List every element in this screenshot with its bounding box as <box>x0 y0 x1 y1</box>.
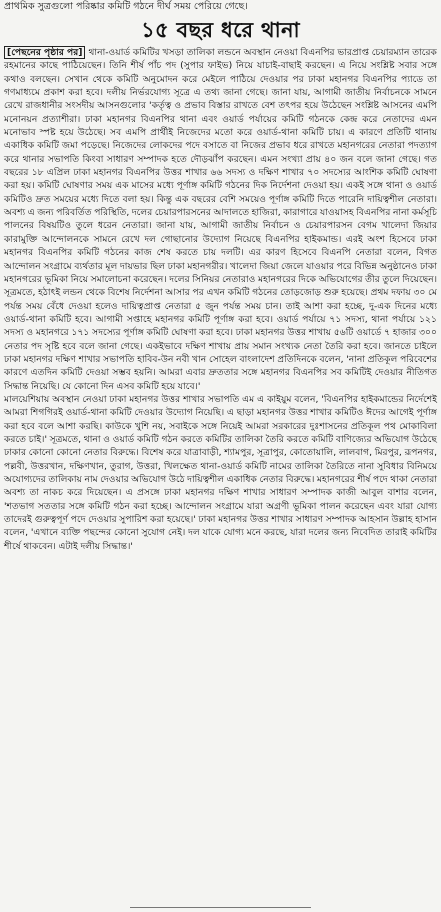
previous-column-text: প্রাথমিক সুত্রগুলো পরিষ্কার কমিটি গঠনে দীর্ঘ সময় পেরিয়ে গেছে। <box>4 1 248 12</box>
continuation-label: [পেছনের পৃষ্ঠার পর] <box>4 46 85 59</box>
paragraph-text: থানা-ওয়ার্ড কমিটির খসড়া তালিকা লন্ডনে অবস্থান নেওয়া বিএনপির ভারপ্রাপ্ত চেয়ারম্যান তারেক রহমানের কাছে পাঠিয়েছেন। তিনি শীর্ষ পাঁচ পদ (সুপার ফাইভ) নিয়ে যাচাই-বাছাই করছেন। এ নিয়ে সংশ্লিষ্ট সবার সঙ্গে কথাও বলছেন। সেখান থেকে কমিটি অনুমোদন করে মেইলে পাঠিয়ে দেওয়ার পর ঢাকা মহানগর বিএনপির প্যাডে তা গণমাধ্যমে প্রকাশ করা হবে। দলীয় নির্ভরযোগ্য সূত্রে এ তথ্য জানা গেছে। জানা যায়, আগামী জাতীয় নির্বাচনকে সামনে রেখে রাজধানীর সংসদীয় আসনগুলোর 'কর্তৃত্ব ও প্রভাব বিস্তার রাখতে বেশ তৎপর হয়ে উঠেছেন সংশ্লিষ্ট আসনের এমপি মনোনয়ন প্রত্যাশীরা। ঢাকা মহানগর বিএনপির থানা এবং ওয়ার্ড পর্যায়ের কমিটি গঠনকে কেন্দ্র করে নেতাদের এমন মনোভাব স্পষ্ট হয়ে উঠেছে। সব এমপি প্রার্থীই নিজেদের মতো করে ওয়ার্ড-থানা কমিটি চায়। এ কারণে প্রতিটি থানায় একাধিক কমিটি জমা পড়েছে। নিজেদের লোকদের পদে বসাতে বা নিজের প্রভাব ধরে রাখতে মহানগরের নেতারা পদত্যাগ করে থানার সভাপতি কিংবা সাধারণ সম্পাদক হতে দৌড়ঝাঁপ করছেন। এমন সংখ্যা প্রায় ৪০ জন বলে জানা গেছে। গত বছরের ১৮ এপ্রিল ঢাকা মহানগর বিএনপির উত্তর শাখার ৬৬ সদস্য ও দক্ষিণ শাখার ৭০ সদস্যের আংশিক কমিটি ঘোষণা করা হয়। কমিটি ঘোষণার সময় এক মাসের মধ্যে পূর্ণাঙ্গ কমিটি গঠনের দিক নির্দেশনা দেওয়া হয়। একই সঙ্গে থানা ও ওয়ার্ড কমিটিও দ্রুত সময়ের মধ্যে দিতে বলা হয়। কিন্তু এক বছরের বেশি সময়েও পূর্ণাঙ্গ কমিটি দিতে পারেনি দায়িত্বশীল নেতারা। অবশ্য এ জন্য পরিবর্তিত পরিস্থিতি, দলের চেয়ারপারসনের আদালতে হাজিরা, কারাগারে যাওয়াসহ বিএনপির নানা কর্মসূচি পালনের বিষয়টিও তুলে ধরেন নেতারা। জানা যায়, আগামী জাতীয় নির্বাচন ও চেয়ারপারসন বেগম খালেদা জিয়ার কারামুক্তি আন্দোলনকে সামনে রেখে দল গোছানোর উদ্যোগ নিয়েছে বিএনপির হাইকমান্ড। এরই অংশ হিসেবে ঢাকা মহানগর বিএনপির কমিটি গঠনের কাজ শেষ করতে চায় দলটি। এর কারণ হিসেবে বিএনপি নেতারা বলেন, বিগত আন্দোলন সংগ্রামে ব্যর্থতার মূল দায়ভার ছিল ঢাকা মহানগরীর। খালেদা জিয়া জেলে যাওয়ার পরে বিভিন্ন অনুষ্ঠানেও ঢাকা মহানগরের ভূমিকা নিয়ে সমালোচনা করেছেন। দলের সিনিয়র নেতারাও মহানগরের দিকে অভিযোগের তীর তুলে দিয়েছেন। সূত্রমতে, হঠাৎই লন্ডন থেকে বিশেষ নির্দেশনা আসার পর এখন কমিটি গঠনের তোড়জোড় শুরু হয়েছে। প্রথম দফায় ৩০ মে পর্যন্ত সময় বেঁধে দেওয়া হলেও দায়িত্বপ্রাপ্ত নেতারা ৫ জুন পর্যন্ত সময় চান। তাই আশা করা হচ্ছে, দু-এক দিনের মধ্যে ওয়ার্ড-থানা কমিটি হবে। আগামী সপ্তাহে মহানগর কমিটি পূর্ণাঙ্গ করা হবে। ওয়ার্ড পর্যায়ে ৭১ সদস্য, থানা পর্যায়ে ১২১ সদস্য ও মহানগরে ১৭১ সদস্যের পূর্ণাঙ্গ কমিটি ঘোষণা করা হবে। ঢাকা মহানগর উত্তর শাখায় ৫৬টি ওয়ার্ডে ৭ হাজার ৩০০ নেতার পদ সৃষ্টি হবে বলে জানা গেছে। একইভাবে দক্ষিণ শাখায় প্রায় সমান সংখ্যক নেতা তৈরি করা হবে। জানতে চাইলে ঢাকা মহানগর দক্ষিণ শাখার সভাপতি হাবিব-উন নবী খান সোহেল বাংলাদেশ প্রতিদিনকে বলেন, 'নানা প্রতিকূল পরিবেশের কারণে এতদিন কমিটি দেওয়া সম্ভব হয়নি। আমরা এবার দ্রুততার সঙ্গে মহানগর বিএনপির সব কমিটিই দেওয়ার নীতিগত সিদ্ধান্ত নিয়েছি। যে কোনো দিন এসব কমিটি হয়ে যাবে।' <box>4 47 437 392</box>
article-paragraph <box>4 46 437 393</box>
bottom-divider <box>130 907 311 908</box>
article-headline: ১৫ বছর ধরে থানা <box>141 18 300 42</box>
paragraph-text: মালয়েশিয়ায় অবস্থান নেওয়া ঢাকা মহানগর উত্তর শাখার সভাপতি এম এ কাইয়ুম বলেন, 'বিএনপির হাইকমান্ডের নির্দেশেই আমরা শিগগিরই ওয়ার্ড-থানা কমিটি দেওয়ার উদ্যোগ নিয়েছি। এ ছাড়া মহানগর উত্তর শাখার কমিটিও ঈদের আগেই পূর্ণাঙ্গ করা হবে বলে আশা করছি। কাউকে খুশি নয়, সবাইকে সঙ্গে নিয়েই আমরা সরকারের দুঃশাসনের প্রতিকূল পথ মোকাবিলা করতে চাই।' সূত্রমতে, থানা ও ওয়ার্ড কমিটি গঠন করতে কমিটির তালিকা তৈরি করতে কমিটি বাণিজ্যের অভিযোগ উঠেছে ঢাকার কোনো কোনো নেতার বিরুদ্ধে। বিশেষ করে যাত্রাবাড়ী, শ্যামপুর, সূত্রাপুর, কোতোয়ালি, লালবাগ, মিরপুর, রূপনগর, পল্লবী, উত্তরখান, দক্ষিণখান, তুরাগ, উত্তরা, খিলক্ষেত থানা-ওয়ার্ড কমিটি নামের তালিকা তৈরিতে নানা সুবিধার বিনিময়ে অযোগ্যদের তালিকায় নাম দেওয়ার অভিযোগ উঠে দায়িত্বশীল একাধিক নেতার বিরুদ্ধে। মহানগরের শীর্ষ পদে থাকা নেতারা অবশ্য তা নাকচ করে দিয়েছেন। এ প্রসঙ্গে ঢাকা মহানগর দক্ষিণ শাখার সাধারণ সম্পাদক কাজী আবুল বাশার বলেন, 'শতভাগ সততার সঙ্গে কমিটি গঠন করা হচ্ছে। আন্দোলন সংগ্রামে যারা অগ্রণী ভূমিকা পালন করেছেন এবং যারা যোগ্য তাদেরই গুরুত্বপূর্ণ পদে দেওয়ার সুপারিশ করা হয়েছে।' ঢাকা মহানগর উত্তর শাখার সাধারণ সম্পাদক আহসান উল্লাহ হাসান বলেন, 'এখানে ব্যক্তি পছন্দের কোনো সুযোগ নেই। দল যাকে যোগ্য মনে করছে, যারা দলের জন্য নিবেদিত তারাই কমিটির শীর্ষে থাকবেন। এটাই দলীয় সিদ্ধান্ত।' <box>4 393 437 552</box>
article-paragraph <box>4 393 437 553</box>
article-body <box>4 46 437 553</box>
